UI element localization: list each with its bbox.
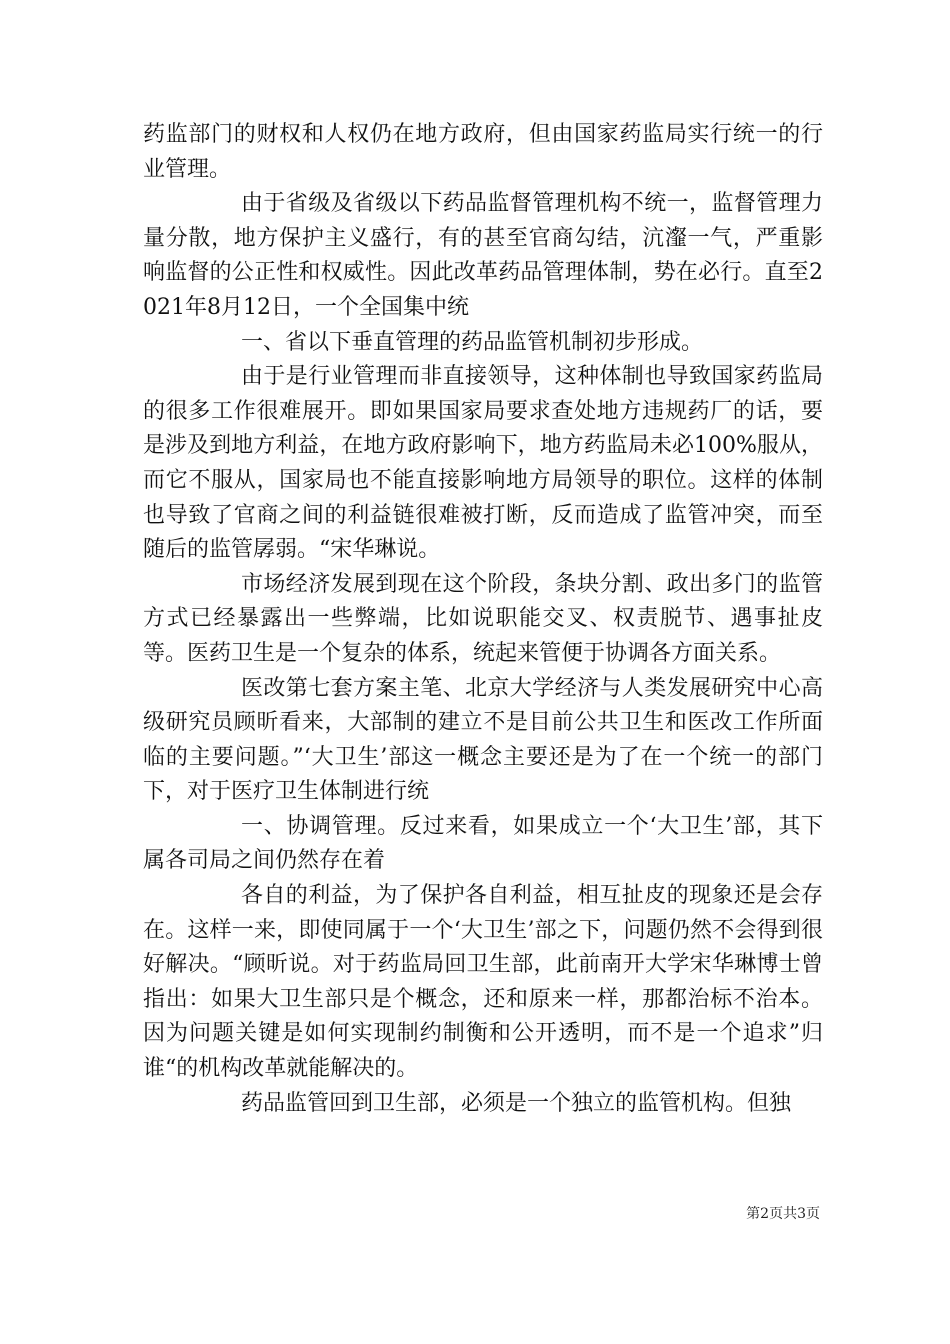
paragraph-2: 由于省级及省级以下药品监督管理机构不统一，监督管理力量分散，地方保护主义盛行，有的甚至官商勾结，沆瀣一气，严重影响监督的公正性和权威性。因此改革药品管理体制，势在必行。直至2021年8月12日，一个全国集中统 <box>143 191 823 320</box>
paragraph-9: 药品监管回到卫生部，必须是一个独立的监管机构。但独 <box>241 1090 792 1116</box>
paragraph-5: 市场经济发展到现在这个阶段，条块分割、政出多门的监管方式已经暴露出一些弊端，比如说职能交叉、权责脱节、遇事扯皮等。医药卫生是一个复杂的体系，统起来管便于协调各方面关系。 <box>143 571 823 666</box>
paragraph-4: 由于是行业管理而非直接领导，这种体制也导致国家药监局的很多工作很难展开。即如果国家局要求查处地方违规药厂的话，要是涉及到地方利益，在地方政府影响下，地方药监局未必100%服从，而它不服从，国家局也不能直接影响地方局领导的职位。这样的体制也导致了官商之间的利益链很难被打断，反而造成了监管冲突，而至随后的监管孱弱。“宋华琳说。 <box>143 364 823 563</box>
paragraph-7: 一、协调管理。反过来看，如果成立一个‘大卫生’部，其下属各司局之间仍然存在着 <box>143 813 823 874</box>
paragraph-6: 医改第七套方案主笔、北京大学经济与人类发展研究中心高级研究员顾昕看来，大部制的建立不是目前公共卫生和医改工作所面临的主要问题。”‘大卫生’部这一概念主要还是为了在一个统一的部门下，对于医疗卫生体制进行统 <box>143 675 823 805</box>
paragraph-8: 各自的利益，为了保护各自利益，相互扯皮的现象还是会存在。这样一来，即使同属于一个‘大卫生’部之下，问题仍然不会得到很好解决。“顾昕说。对于药监局回卫生部，此前南开大学宋华琳博士曾指出：如果大卫生部只是个概念，还和原来一样，那都治标不治本。因为问题关键是如何实现制约制衡和公开透明，而不是一个追求”归谁“的机构改革就能解决的。 <box>143 883 823 1082</box>
page-number-footer: 第2页共3页 <box>746 1206 820 1222</box>
document-body <box>143 118 823 1121</box>
paragraph-1: 药监部门的财权和人权仍在地方政府，但由国家药监局实行统一的行业管理。 <box>143 122 823 182</box>
paragraph-3: 一、省以下垂直管理的药品监管机制初步形成。 <box>241 329 704 355</box>
